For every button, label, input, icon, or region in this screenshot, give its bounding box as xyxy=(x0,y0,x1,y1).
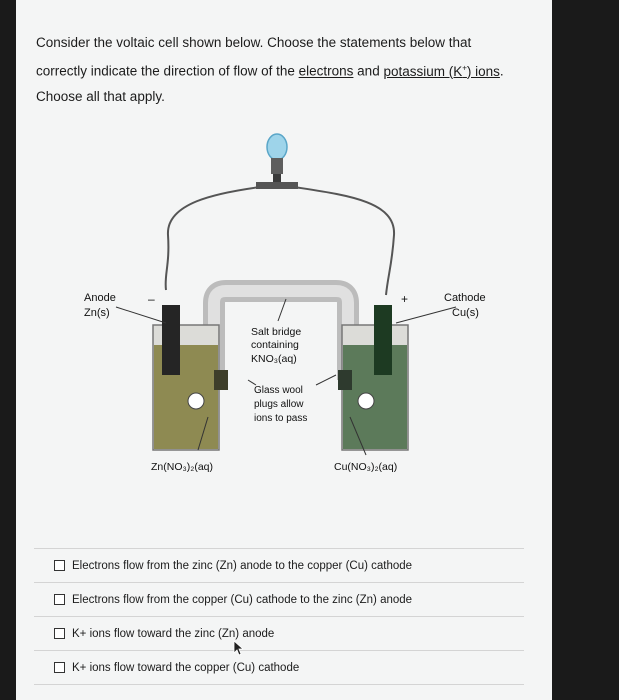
cathode-sign: + xyxy=(401,292,409,306)
left-solution-label: Zn(NO₃)₂(aq) xyxy=(151,461,214,473)
mouse-cursor-icon xyxy=(233,640,243,656)
option-label: K+ ions flow toward the copper (Cu) cathode xyxy=(72,661,300,674)
salt-bridge-label-3: KNO₃(aq) xyxy=(251,353,297,365)
right-glass-wool-plug xyxy=(358,393,374,409)
left-wire xyxy=(166,187,260,290)
anode-metal-label: Zn(s) xyxy=(84,307,110,319)
right-beaker xyxy=(338,325,408,450)
salt-bridge-label-2: containing xyxy=(251,339,299,351)
potassium-link-sup: + xyxy=(462,63,467,72)
option-label: Electrons flow from the copper (Cu) cathode to the zinc (Zn) anode xyxy=(72,593,413,606)
potassium-link-end: ) ions xyxy=(466,63,500,79)
salt-bridge-label-1: Salt bridge xyxy=(251,326,302,338)
glass-wool-label-1: Glass wool xyxy=(254,385,303,396)
potassium-link-text: potassium (K xyxy=(383,63,463,79)
glass-wool-label-2: plugs allow xyxy=(254,399,304,410)
option-label: K+ ions flow toward the zinc (Zn) anode xyxy=(72,627,275,640)
potassium-ions-link[interactable] xyxy=(383,64,499,79)
right-wire xyxy=(294,187,394,295)
anode-sign: – xyxy=(148,292,155,306)
cathode-metal-label: Cu(s) xyxy=(452,307,479,319)
cathode-label: Cathode xyxy=(444,292,486,304)
option-row[interactable] xyxy=(34,582,524,616)
checkbox[interactable] xyxy=(54,662,65,673)
option-row[interactable] xyxy=(34,616,524,650)
question-card xyxy=(16,0,552,700)
option-row[interactable] xyxy=(34,650,524,685)
question-part3: . Choose all that apply. xyxy=(36,63,504,104)
right-solution-label: Cu(NO₃)₂(aq) xyxy=(334,461,398,473)
copper-electrode xyxy=(374,305,392,375)
question-part2: and xyxy=(353,63,384,79)
light-bulb-icon xyxy=(256,134,298,189)
option-row[interactable] xyxy=(34,548,524,582)
anode-label: Anode xyxy=(84,292,116,304)
voltaic-cell-diagram xyxy=(16,125,552,495)
electrons-link[interactable]: electrons xyxy=(298,63,354,79)
glass-wool-label-3: ions to pass xyxy=(254,413,308,424)
question-part1: Consider the voltaic cell shown below. Choose the statements below that correctly indicate the direction of flow of the xyxy=(36,35,472,79)
zinc-electrode xyxy=(162,305,180,375)
answer-options xyxy=(34,548,524,685)
left-glass-wool-plug xyxy=(188,393,204,409)
checkbox[interactable] xyxy=(54,594,65,605)
checkbox[interactable] xyxy=(54,628,65,639)
question-text xyxy=(36,30,516,109)
option-label: Electrons flow from the zinc (Zn) anode to the copper (Cu) cathode xyxy=(72,559,413,572)
checkbox[interactable] xyxy=(54,560,65,571)
